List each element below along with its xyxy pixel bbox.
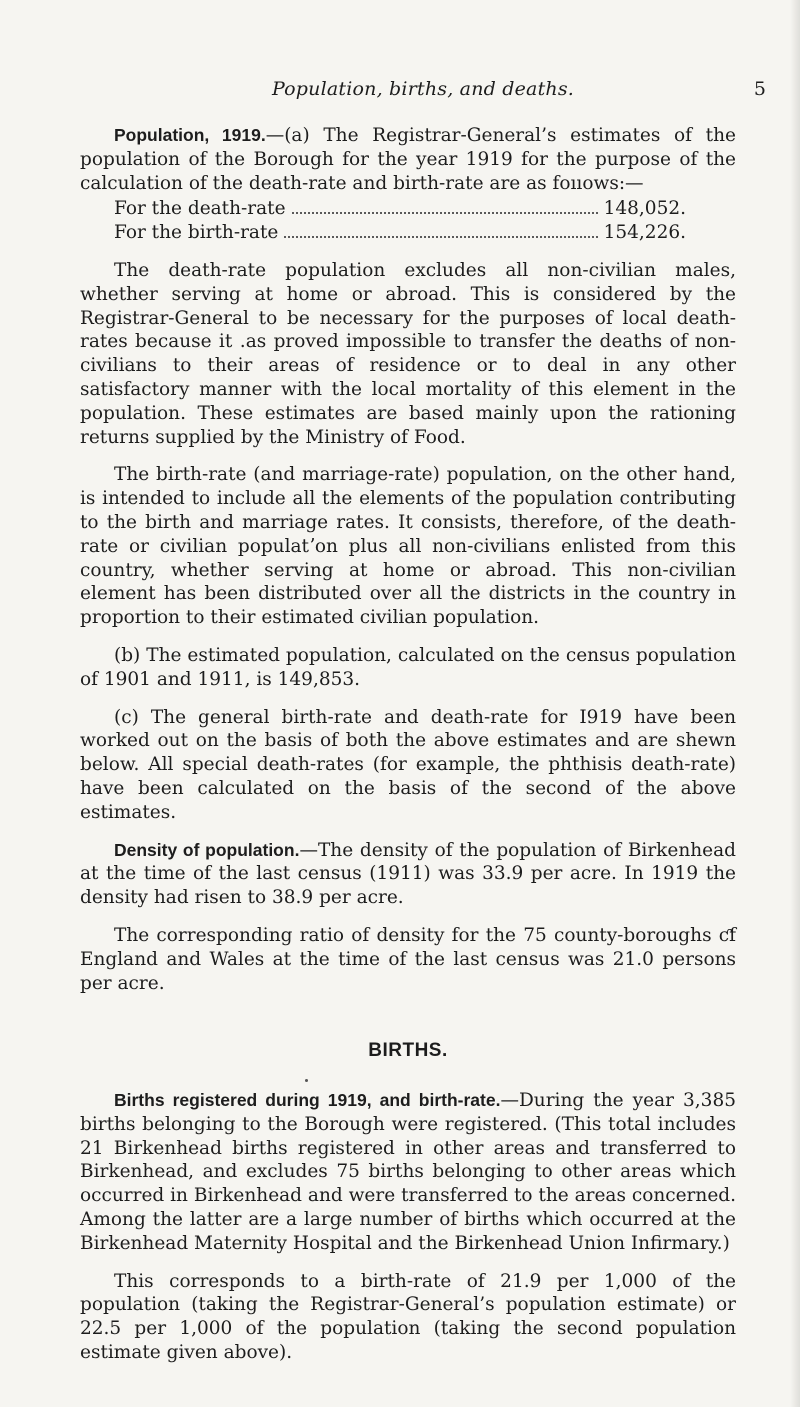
page-edge-shadow <box>790 0 800 1407</box>
birth-rate-estimate-value: 154,226. <box>603 222 686 244</box>
death-rate-population-paragraph: The death-rate population excludes all non-civilian males, whether serving at home or abroad. This is considered by the Registrar-General to be necessary for the purposes of local death-rates because it ․as proved impossible to transfer the deaths of non-civilians to their areas of residence or to deal in any other satisfactory manner with the local mortality of this element in the population. These estimates are based mainly upon the rationing returns supplied by the Ministry of Food. <box>80 259 736 448</box>
death-rate-estimate-label: For the death-rate <box>114 198 286 220</box>
document-body <box>80 124 736 1365</box>
dot-leader <box>284 236 597 238</box>
population-1919-text: —(a) The Registrar-General’s estimates of the population of the Borough for the year 1919 for the purpose of the calculation of the death-rate and birth-rate are as foııows:— <box>80 125 736 194</box>
births-registered-paragraph <box>80 1089 736 1256</box>
running-head <box>80 78 766 104</box>
print-speck <box>305 1079 308 1082</box>
density-text: —The density of the population of Birkenhead at the time of the last census (1911) was 33.9 per acre. In 1919 the density had risen to 38.9 per acre. <box>80 839 736 909</box>
density-heading: Density of population. <box>114 839 300 860</box>
dot-leader <box>292 212 598 214</box>
population-1919-heading: Population, 1919. <box>114 125 266 145</box>
births-registered-heading: Births registered during 1919, and birth-rate. <box>114 1090 501 1111</box>
general-rates-paragraph: (c) The general birth-rate and death-rate for I919 have been worked out on the basis of both the above estimates and are shewn below. All special death-rates (for example, the phthisis death-rate) have been calculated on the basis of the second of the above estimates. <box>80 706 736 823</box>
birth-rate-paragraph: This corresponds to a birth-rate of 21.9 per 1,000 of the population (taking the Registrar-General’s population estimate) or 22.5 per 1,000 of the population (taking the second population estimate given above). <box>80 1270 736 1364</box>
density-comparison-paragraph: The corresponding ratio of density for the 75 county-boroughs ƈf England and Wales at the time of the last census was 21.0 persons per acre. <box>80 924 736 994</box>
heading-spacer <box>80 1063 736 1089</box>
births-section-heading: BIRTHS. <box>368 1040 448 1062</box>
births-registered-text: —During the year 3,385 births belonging to the Borough were registered. (This total includes 21 Birkenhead births registered in other areas and transferred to Birkenhead, and excludes 75 births belonging to other areas which occurred in Birkenhead and were transferred to the areas concerned. Among the latter are a large number of births which occurred at the Birkenhead Maternity Hospital and the Birkenhead Union Infirmary.) <box>80 1090 736 1254</box>
birth-rate-population-paragraph: The birth-rate (and marriage-rate) population, on the other hand, is intended to include all the elements of the population contributing to the birth and marriage rates. It consists, therefore, of the death-rate or civilian populatʼon plus all non-civilians enlisted from this country, whether serving at home or abroad. This non-civilian element has been distributed over all the districts in the country in proportion to their estimated civilian population. <box>80 464 736 629</box>
birth-rate-estimate-row <box>114 221 686 245</box>
density-paragraph <box>80 839 736 910</box>
population-1919-paragraph <box>80 124 736 195</box>
estimated-population-paragraph: (b) The estimated population, calculated on the census population of 1901 and 1911, is 149,853. <box>80 644 736 690</box>
death-rate-estimate-row <box>114 197 686 221</box>
birth-rate-estimate-label: For the birth-rate <box>114 222 279 244</box>
death-rate-estimate-value: 148,052. <box>603 198 686 220</box>
page-number: 5 <box>753 78 766 100</box>
running-title: Population, births, and deaths. <box>271 78 575 100</box>
